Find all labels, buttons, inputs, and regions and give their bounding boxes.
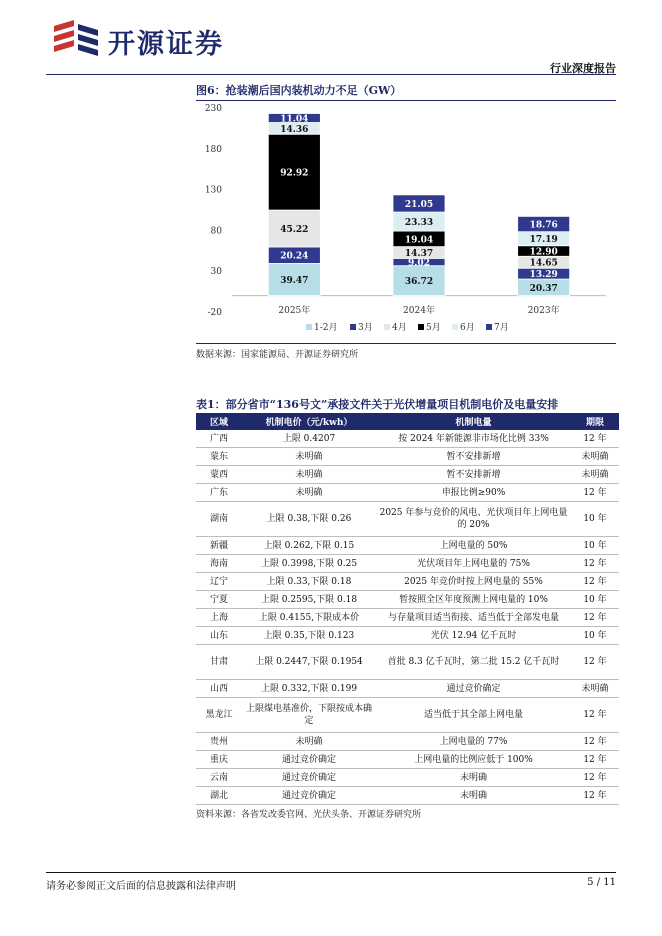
cell-price: 通过竞价确定 [242,769,376,787]
data-label: 19.04 [404,235,434,246]
legend-swatch [452,324,458,330]
header-volume: 机制电量 [376,413,571,430]
cell-term: 12 年 [571,751,619,769]
cell-price: 上限 0.2447,下限 0.1954 [242,645,376,680]
cell-term: 未明确 [571,448,619,466]
data-label: 13.29 [529,270,558,281]
cell-volume: 通过竞价确定 [376,680,571,698]
cell-term: 12 年 [571,787,619,805]
legend-swatch [418,324,424,330]
company-logo-icon [50,18,102,58]
cell-term: 10 年 [571,627,619,645]
data-label: 14.37 [404,248,434,259]
table-row [196,609,619,627]
cell-term: 10 年 [571,591,619,609]
cell-term: 12 年 [571,645,619,680]
cell-region: 广东 [196,484,242,502]
cell-term: 12 年 [571,573,619,591]
cell-volume: 未明确 [376,769,571,787]
cell-price: 通过竞价确定 [242,787,376,805]
header-region: 区域 [196,413,242,430]
legend-swatch [486,324,492,330]
table-row [196,698,619,733]
data-label: 14.65 [529,258,558,269]
table-row [196,733,619,751]
cell-term: 未明确 [571,680,619,698]
data-label: 12.90 [529,247,558,258]
data-label: 21.05 [404,199,434,210]
cell-price: 上限 0.35,下限 0.123 [242,627,376,645]
x-tick-label: 2023年 [527,306,560,316]
y-tick-label: 180 [204,144,222,155]
legend-label: 5月 [426,323,441,333]
cell-region: 上海 [196,609,242,627]
y-tick-label: -20 [207,308,222,318]
cell-volume: 2025 年参与竞价的风电、光伏项目年上网电量的 20% [376,502,571,537]
cell-price: 上限煤电基准价，下限按成本确定 [242,698,376,733]
cell-term: 10 年 [571,537,619,555]
cell-price: 上限 0.262,下限 0.15 [242,537,376,555]
policy-table [196,413,619,805]
table-row [196,751,619,769]
cell-price: 上限 0.332,下限 0.199 [242,680,376,698]
cell-region: 云南 [196,769,242,787]
cell-region: 蒙东 [196,448,242,466]
cell-volume: 2025 年竞价时按上网电量的 55% [376,573,571,591]
stacked-bar-chart [196,102,616,340]
y-tick-label: 30 [210,267,222,278]
cell-volume: 上网电量的比例应低于 100% [376,751,571,769]
cell-term: 12 年 [571,698,619,733]
cell-term: 12 年 [571,484,619,502]
cell-region: 贵州 [196,733,242,751]
cell-price: 上限 0.3998,下限 0.25 [242,555,376,573]
y-tick-label: 130 [204,185,222,196]
table-row [196,448,619,466]
cell-volume: 申报比例≥90% [376,484,571,502]
data-label: 92.92 [280,168,309,179]
cell-price: 上限 0.4207 [242,430,376,448]
cell-price: 未明确 [242,466,376,484]
legend-swatch [350,324,356,330]
footer-disclaimer: 请务必参阅正文后面的信息披露和法律声明 [46,881,236,892]
header-price: 机制电价（元/kwh） [242,413,376,430]
cell-region: 湖北 [196,787,242,805]
legend-label: 1-2月 [314,323,338,333]
x-tick-label: 2024年 [403,306,435,316]
cell-price: 上限 0.4155,下限成本价 [242,609,376,627]
cell-price: 上限 0.38,下限 0.26 [242,502,376,537]
legend-label: 7月 [494,323,509,333]
legend-label: 3月 [358,323,373,333]
cell-price: 通过竞价确定 [242,751,376,769]
cell-region: 宁夏 [196,591,242,609]
figure-title: 图6：抢装潮后国内装机动力不足（GW） [196,84,402,97]
x-tick-label: 2025年 [278,306,311,316]
cell-volume: 首批 8.3 亿千瓦时，第二批 15.2 亿千瓦时 [376,645,571,680]
cell-volume: 暂不安排新增 [376,448,571,466]
table-row [196,430,619,448]
figure-source-divider [196,343,616,344]
cell-term: 未明确 [571,466,619,484]
cell-price: 未明确 [242,733,376,751]
cell-term: 10 年 [571,502,619,537]
footer-divider [46,872,616,873]
cell-region: 新疆 [196,537,242,555]
data-label: 20.24 [280,251,309,262]
cell-region: 山东 [196,627,242,645]
data-label: 17.19 [529,235,558,246]
cell-volume: 上网电量的 77% [376,733,571,751]
table-row [196,502,619,537]
table-title: 表1：部分省市“136号文”承接文件关于光伏增量项目机制电价及电量安排 [196,398,559,411]
cell-volume: 光伏项目年上网电量的 75% [376,555,571,573]
cell-region: 广西 [196,430,242,448]
figure-title-divider [196,100,616,101]
data-label: 45.22 [280,225,309,236]
data-label: 9.02 [408,258,430,269]
cell-price: 未明确 [242,484,376,502]
cell-term: 12 年 [571,769,619,787]
company-logo-text: 开源证券 [108,29,224,60]
report-type: 行业深度报告 [550,62,616,75]
table-row [196,484,619,502]
data-label: 36.72 [404,277,434,288]
data-label: 14.36 [280,124,309,135]
cell-volume: 暂不安排新增 [376,466,571,484]
table-row [196,537,619,555]
table-row [196,627,619,645]
cell-region: 山西 [196,680,242,698]
cell-volume: 与存量项目适当衔接、适当低于全部发电量 [376,609,571,627]
legend-swatch [384,324,390,330]
table-row [196,787,619,805]
table-source: 资料来源：各省发改委官网、光伏头条、开源证券研究所 [196,810,422,820]
cell-region: 黑龙江 [196,698,242,733]
data-label: 20.37 [529,283,558,294]
cell-volume: 暂按照全区年度预测上网电量的 10% [376,591,571,609]
cell-volume: 未明确 [376,787,571,805]
table-row [196,555,619,573]
table-header-row [196,413,619,430]
legend-label: 6月 [460,323,475,333]
header-divider [46,74,616,75]
cell-term: 12 年 [571,609,619,627]
table-row [196,680,619,698]
legend-swatch [306,324,312,330]
header-term: 期限 [571,413,619,430]
cell-region: 辽宁 [196,573,242,591]
cell-region: 重庆 [196,751,242,769]
cell-region: 海南 [196,555,242,573]
cell-region: 蒙西 [196,466,242,484]
figure-source: 数据来源：国家能源局、开源证券研究所 [196,350,359,360]
cell-term: 12 年 [571,555,619,573]
cell-price: 上限 0.2595,下限 0.18 [242,591,376,609]
cell-volume: 光伏 12.94 亿千瓦时 [376,627,571,645]
table-row [196,573,619,591]
cell-term: 12 年 [571,430,619,448]
table-row [196,769,619,787]
legend-label: 4月 [392,323,407,333]
table-row [196,466,619,484]
y-tick-label: 230 [204,104,222,114]
cell-price: 上限 0.33,下限 0.18 [242,573,376,591]
table-row [196,591,619,609]
data-label: 18.76 [529,220,558,231]
cell-volume: 上网电量的 50% [376,537,571,555]
page-number: 5 / 11 [587,877,616,888]
cell-region: 甘肃 [196,645,242,680]
data-label: 39.47 [280,276,309,287]
cell-volume: 按 2024 年新能源非市场化比例 33% [376,430,571,448]
y-tick-label: 80 [210,226,222,237]
cell-region: 湖南 [196,502,242,537]
cell-volume: 适当低于其全部上网电量 [376,698,571,733]
table-row [196,645,619,680]
data-label: 23.33 [404,218,434,229]
cell-price: 未明确 [242,448,376,466]
cell-term: 12 年 [571,733,619,751]
data-label: 11.04 [280,114,309,125]
